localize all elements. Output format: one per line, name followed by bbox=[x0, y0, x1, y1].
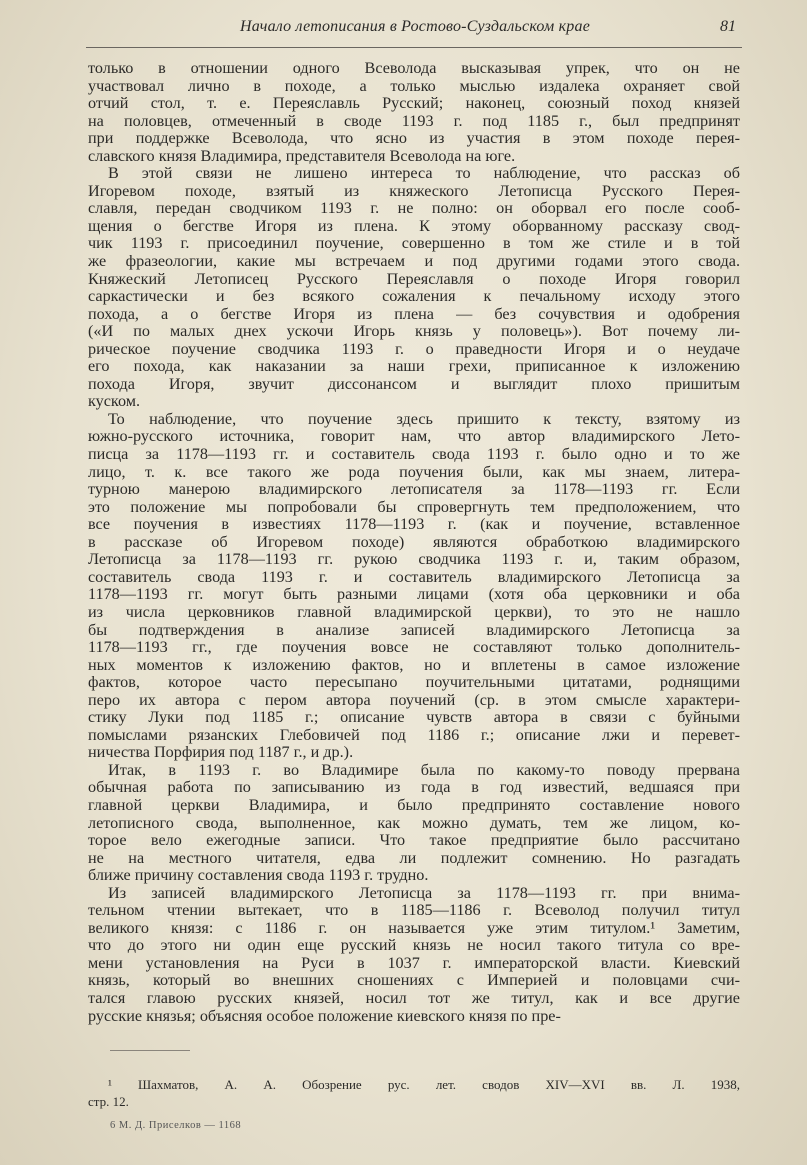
paragraph bbox=[88, 411, 740, 762]
text-line: главной церкви Владимира, и было предпринято составление нового bbox=[88, 796, 740, 814]
text-line: куском. bbox=[88, 393, 141, 411]
text-line: («И по малых днех ускочи Игорь князь у половець»). Вот почему ли- bbox=[88, 323, 740, 341]
paragraph bbox=[88, 165, 740, 411]
text-line: чик 1193 г. присоединил поучение, совершенно в том же стиле и в той bbox=[88, 235, 740, 253]
text-line: перо их автора с пером автора поучений (ср. в этом смысле характери- bbox=[88, 691, 740, 709]
text-line: отчий стол, т. е. Переяславль Русский; наконец, союзный поход князей bbox=[88, 95, 740, 113]
text-line: фактов, которое часто пересыпано поучительными цитатами, роднящими bbox=[88, 674, 740, 692]
footnote-line: ¹ Шахматов, А. А. Обозрение рус. лет. сводов XIV—XVI вв. Л. 1938, bbox=[108, 1077, 740, 1092]
text-line: саркастически и без всякого сожаления к печальному исходу этого bbox=[88, 288, 740, 306]
text-line: ближе причину составления свода 1193 г. трудно. bbox=[88, 867, 429, 885]
text-line: лицо, т. к. все такого же рода поучения были, как мы знаем, литера- bbox=[88, 463, 740, 481]
text-line: рическое поучение сводчика 1193 г. о праведности Игоря и о неудаче bbox=[88, 340, 740, 358]
text-line: стику Луки под 1185 г.; описание чувств автора в связи с буйными bbox=[88, 709, 740, 727]
text-line: великого князя: с 1186 г. он называется уже этим титулом.¹ Заметим, bbox=[88, 919, 740, 937]
text-line: это положение мы попробовали бы спровергнуть тем предположением, что bbox=[88, 498, 740, 516]
header-rule bbox=[86, 47, 742, 48]
text-line: русские князья; объясняя особое положение киевского князя по пре- bbox=[88, 1007, 561, 1025]
paragraph bbox=[88, 885, 740, 1025]
text-line: что до этого ни один еще русский князь не носил такого титула со вре- bbox=[88, 937, 740, 955]
text-line: 1178—1193 гг. могут быть разными лицами (хотя оба церковники и оба bbox=[88, 586, 740, 604]
text-line: его похода, как наказании за наши грехи, приписанное к изложению bbox=[88, 358, 740, 376]
text-line: в рассказе об Игоревом походе) являются обработкою владимирского bbox=[88, 533, 740, 551]
text-line: похода Игоря, звучит диссонансом и выглядит плохо пришитым bbox=[88, 375, 740, 393]
text-line: турною манерою владимирского летописателя за 1178—1193 гг. Если bbox=[88, 481, 740, 499]
text-line: Из записей владимирского Летописца за 1178—1193 гг. при внима- bbox=[108, 884, 740, 902]
text-line: только в отношении одного Всеволода высказывая упрек, что он не bbox=[88, 60, 740, 77]
text-line: помыслами рязанских Глебовичей под 1186 г.; описание лжи и перевет- bbox=[88, 726, 740, 744]
text-line: бы подтверждения в анализе записей владимирского Летописца за bbox=[88, 621, 740, 639]
running-title: Начало летописания в Ростово-Суздальском крае bbox=[240, 18, 590, 35]
text-line: славского князя Владимира, представителя Всеволода на юге. bbox=[88, 147, 516, 165]
text-line: южно-русского источника, говорит нам, что автор владимирского Лето- bbox=[88, 428, 740, 446]
footnote bbox=[88, 1076, 740, 1110]
footnote-line: стр. 12. bbox=[88, 1094, 129, 1109]
text-line: похода, а о бегстве Игоря из плена — без сочувствия и одобрения bbox=[88, 305, 740, 323]
text-line: же фразеологии, какие мы встречаем и под другими годами этого свода. bbox=[88, 253, 740, 271]
text-line: ных моментов к изложению фактов, но и вплетены в самое изложение bbox=[88, 656, 740, 674]
text-line: из числа церковников главной владимирской церкви), то это не нашло bbox=[88, 603, 740, 621]
body-text bbox=[88, 60, 740, 1025]
running-header bbox=[90, 16, 740, 40]
text-line: В этой связи не лишено интереса то наблюдение, что рассказ об bbox=[108, 165, 740, 183]
text-line: при поддержке Всеволода, что ясно из участия в этом походе перея- bbox=[88, 130, 740, 148]
text-line: тался главою русских князей, носил тот же титул, как и все другие bbox=[88, 989, 740, 1007]
text-line: обычная работа по записыванию из года в год известий, ведшаяся при bbox=[88, 779, 740, 797]
page-number: 81 bbox=[720, 18, 736, 35]
text-line: Итак, в 1193 г. во Владимире была по какому-то поводу прервана bbox=[108, 761, 740, 779]
paragraph bbox=[88, 762, 740, 885]
text-line: летописного свода, выполненное, как можно думать, тем же лицом, ко- bbox=[88, 814, 740, 832]
text-line: участвовал лично в походе, а только мыслью издалека охраняет свой bbox=[88, 77, 740, 95]
text-line: писца за 1178—1193 гг. и составитель свода 1193 г. было одно и то же bbox=[88, 446, 740, 464]
text-line: не на местного читателя, едва ли подлежит сомнению. Но разгадать bbox=[88, 849, 740, 867]
text-line: тельном чтении вытекает, что в 1185—1186 г. Всеволод получил титул bbox=[88, 902, 740, 920]
text-line: Летописца за 1178—1193 гг. рукою сводчика 1193 г. и, таким образом, bbox=[88, 551, 740, 569]
text-line: То наблюдение, что поучение здесь пришито к тексту, взятому из bbox=[108, 410, 740, 428]
text-line: составитель свода 1193 г. и составитель владимирского Летописца за bbox=[88, 568, 740, 586]
text-line: щения о бегстве Игоря из плена. К этому оборванному рассказу свод- bbox=[88, 217, 740, 235]
text-line: 1178—1193 гг., где поучения вовсе не составляют только дополнитель- bbox=[88, 639, 740, 657]
text-line: славля, передан сводчиком 1193 г. не полно: он оборвал его после сооб- bbox=[88, 200, 740, 218]
printer-signature: 6 М. Д. Приселков — 1168 bbox=[110, 1120, 242, 1131]
text-line: Княжеский Летописец Русского Переяславля о походе Игоря говорил bbox=[88, 270, 740, 288]
text-line: на половцев, отмеченный в своде 1193 г. под 1185 г., был предпринят bbox=[88, 112, 740, 130]
paragraph bbox=[88, 60, 740, 165]
text-line: мени установления на Руси в 1037 г. императорской власти. Киевский bbox=[88, 954, 740, 972]
text-line: князь, который во внешних сношениях с Империей и половцами счи- bbox=[88, 972, 740, 990]
footnote-rule bbox=[110, 1050, 190, 1051]
text-line: ничества Порфирия под 1187 г., и др.). bbox=[88, 744, 354, 762]
text-line: торое вело ежегодные записи. Что такое предприятие было рассчитано bbox=[88, 832, 740, 850]
text-line: Игоревом походе, взятый из княжеского Летописца Русского Перея- bbox=[88, 182, 740, 200]
text-line: все поучения в известиях 1178—1193 г. (как и поучение, вставленное bbox=[88, 516, 740, 534]
